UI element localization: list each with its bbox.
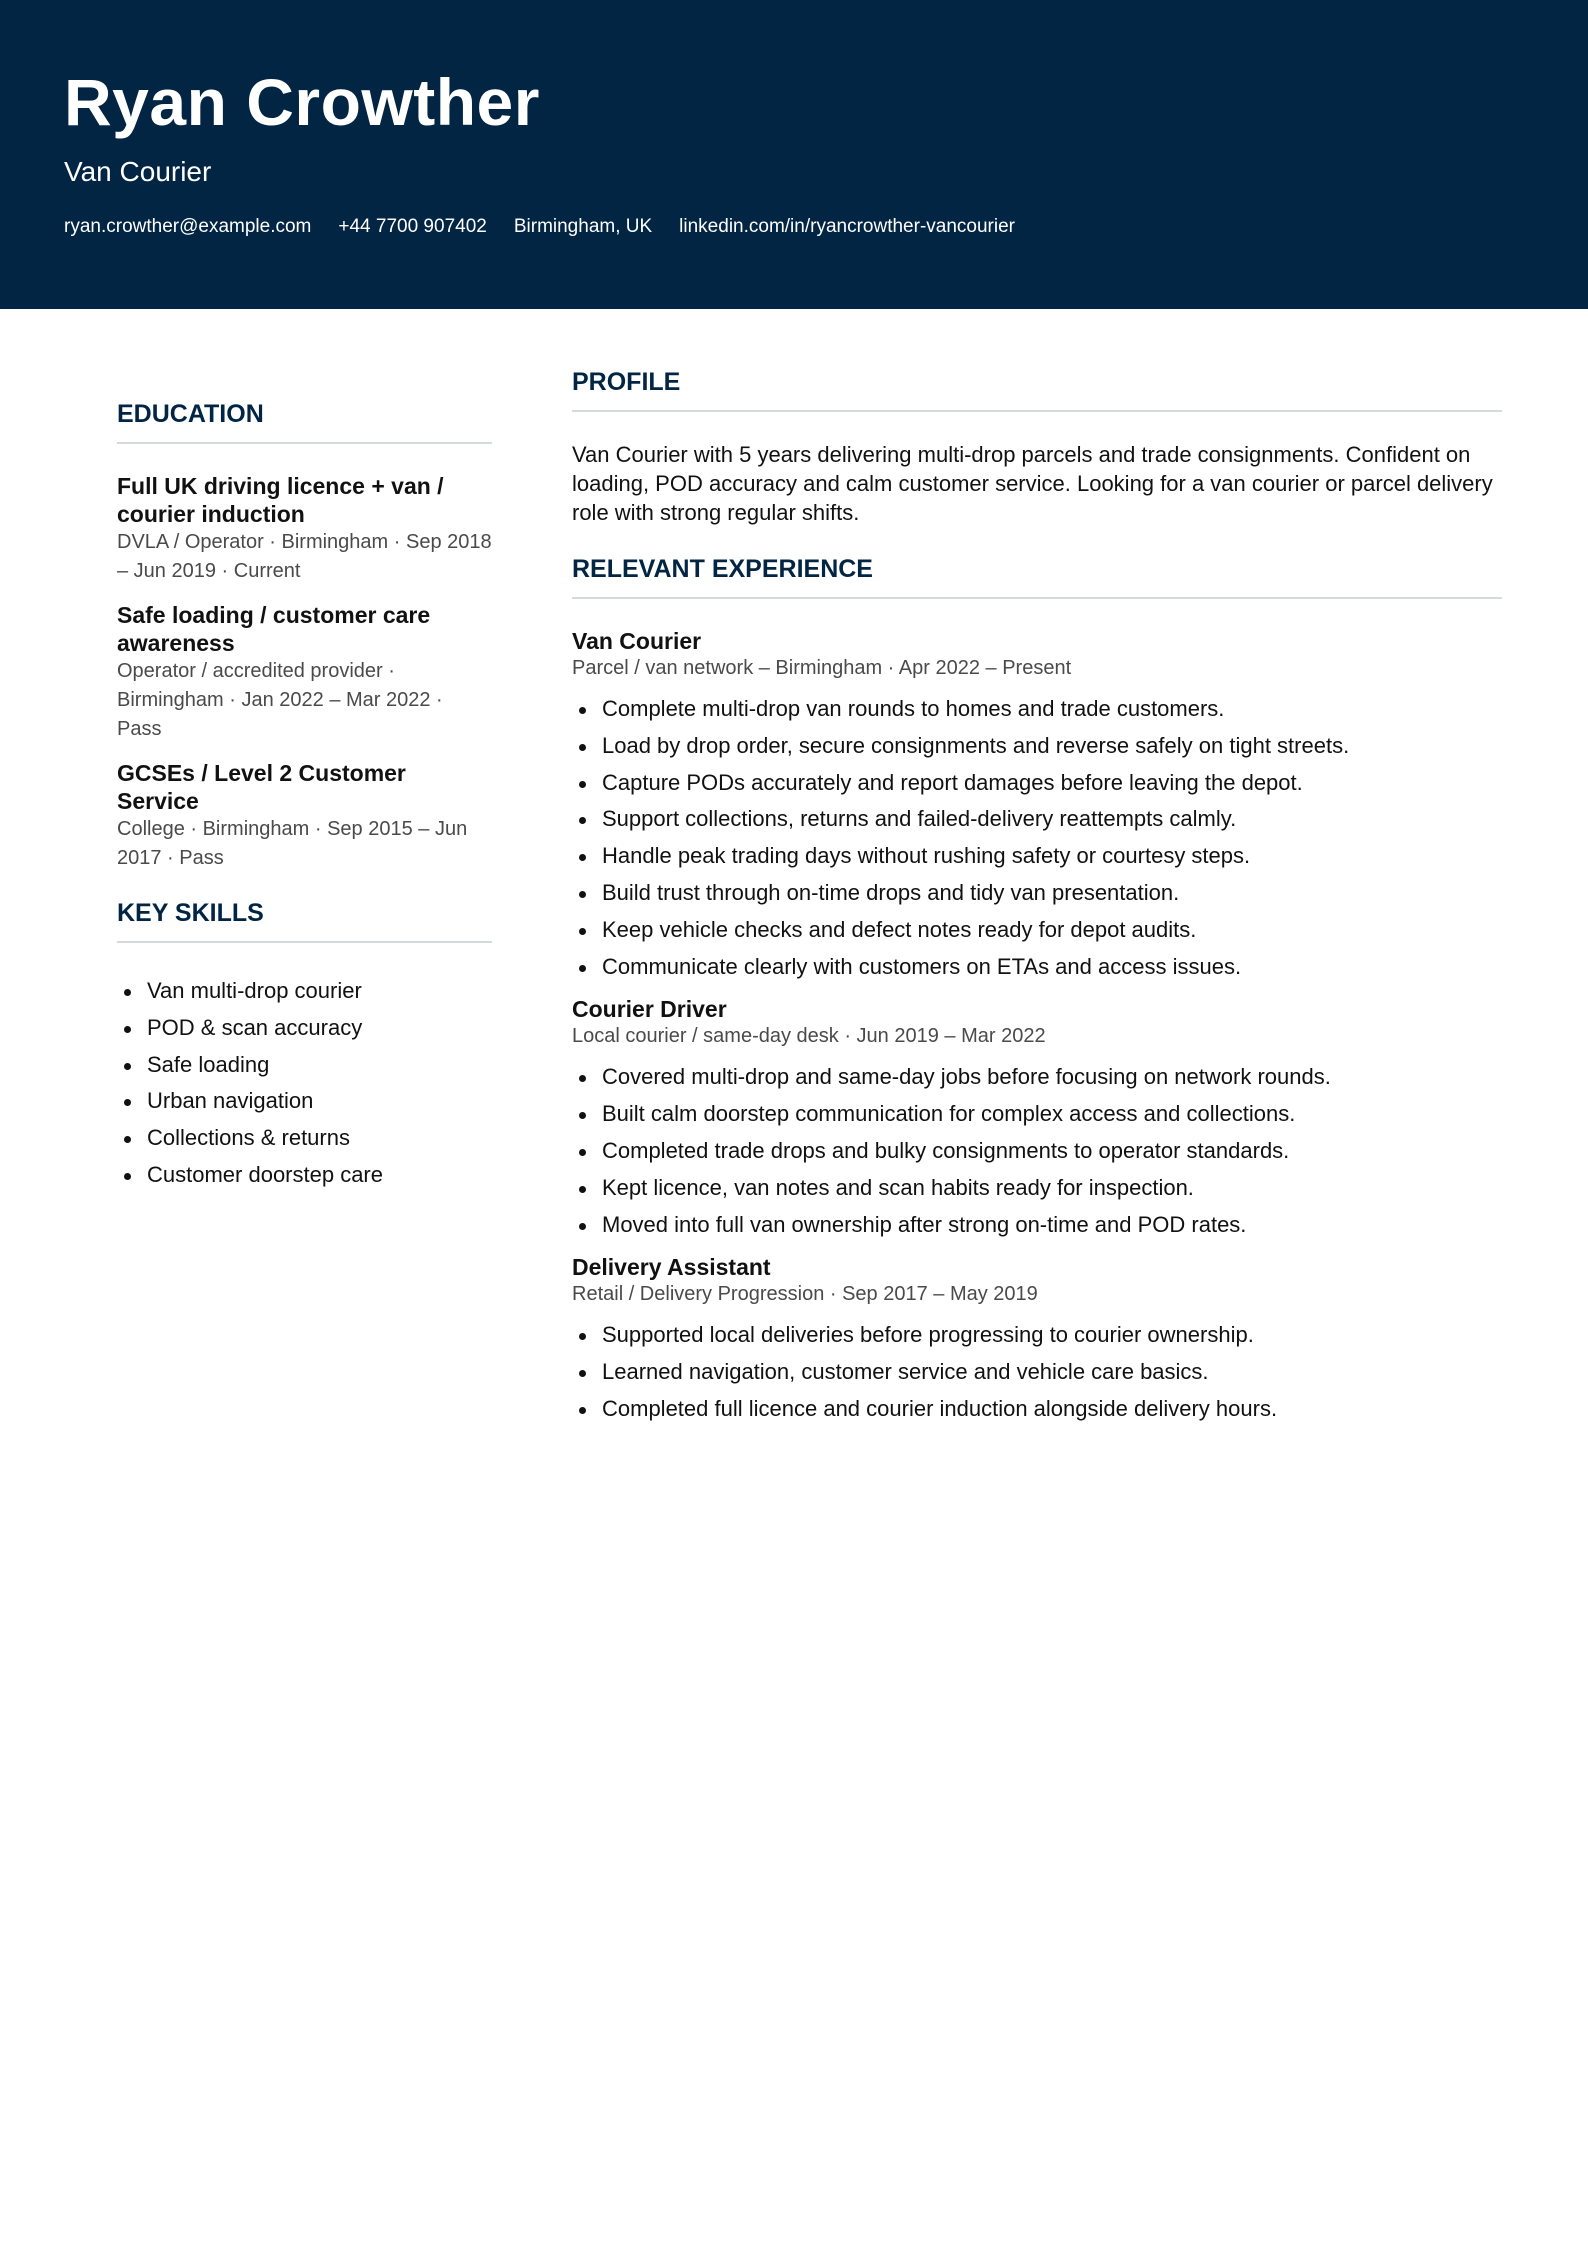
job-title: Courier Driver <box>572 996 727 1023</box>
job-title: Van Courier <box>572 628 702 654</box>
right-column <box>572 366 1502 1438</box>
skill-item: Customer doorstep care <box>117 1157 492 1194</box>
skills-list <box>117 973 492 1194</box>
job-meta: Retail / Delivery Progression · Sep 2017 – May 2019 <box>572 1283 1038 1306</box>
job-entry <box>572 995 1502 1243</box>
job-bullet: Completed full licence and courier induction alongside delivery hours. <box>572 1391 1502 1428</box>
skill-item: Van multi-drop courier <box>117 973 492 1010</box>
education-item <box>117 601 492 744</box>
job-meta: Local courier / same-day desk · Jun 2019 – Mar 2022 <box>572 1025 1046 1048</box>
experience-heading: RELEVANT EXPERIENCE <box>572 553 1502 599</box>
job-bullet: Learned navigation, customer service and vehicle care basics. <box>572 1354 1502 1391</box>
education-title: Safe loading / customer care awareness <box>117 602 431 656</box>
job-bullet: Load by drop order, secure consignments and reverse safely on tight streets. <box>572 728 1502 765</box>
skills-heading: KEY SKILLS <box>117 897 492 943</box>
left-column <box>117 398 492 1194</box>
job-bullet: Handle peak trading days without rushing safety or courtesy steps. <box>572 838 1502 875</box>
education-meta: Operator / accredited provider · Birmingham · Jan 2022 – Mar 2022 · Pass <box>117 660 443 740</box>
contact-email: ryan.crowther@example.com <box>64 216 312 237</box>
job-bullets <box>572 1059 1502 1243</box>
job-meta: Parcel / van network – Birmingham · Apr 2022 – Present <box>572 657 1072 679</box>
education-item <box>117 472 492 586</box>
candidate-title: Van Courier <box>64 156 212 187</box>
job-entry <box>572 627 1502 985</box>
skill-item: POD & scan accuracy <box>117 1010 492 1047</box>
education-meta: College · Birmingham · Sep 2015 – Jun 2017 · Pass <box>117 818 468 869</box>
job-bullet: Completed trade drops and bulky consignments to operator standards. <box>572 1133 1502 1170</box>
experience-section <box>572 553 1502 1428</box>
profile-section <box>572 366 1502 527</box>
job-bullet: Build trust through on-time drops and tidy van presentation. <box>572 875 1502 912</box>
job-bullet: Complete multi-drop van rounds to homes and trade customers. <box>572 691 1502 728</box>
job-bullet: Capture PODs accurately and report damages before leaving the depot. <box>572 765 1502 802</box>
contact-phone: +44 7700 907402 <box>338 216 487 237</box>
contact-linkedin: linkedin.com/in/ryancrowther-vancourier <box>679 216 1015 237</box>
candidate-name: Ryan Crowther <box>64 65 540 139</box>
job-bullets <box>572 1317 1502 1427</box>
contact-line <box>64 215 1015 239</box>
job-bullet: Support collections, returns and failed-delivery reattempts calmly. <box>572 801 1502 838</box>
job-bullet: Communicate clearly with customers on ETAs and access issues. <box>572 949 1502 986</box>
education-heading: EDUCATION <box>117 398 492 444</box>
skill-item: Urban navigation <box>117 1083 492 1120</box>
education-meta: DVLA / Operator · Birmingham · Sep 2018 – Jun 2019 · Current <box>117 531 492 582</box>
education-title: GCSEs / Level 2 Customer Service <box>117 760 406 814</box>
education-section <box>117 398 492 873</box>
job-bullet: Covered multi-drop and same-day jobs before focusing on network rounds. <box>572 1059 1502 1096</box>
education-title: Full UK driving licence + van / courier induction <box>117 473 444 527</box>
job-title: Delivery Assistant <box>572 1254 771 1281</box>
job-bullet: Moved into full van ownership after strong on-time and POD rates. <box>572 1207 1502 1244</box>
job-bullets <box>572 691 1502 985</box>
skill-item: Collections & returns <box>117 1120 492 1157</box>
profile-heading: PROFILE <box>572 366 1502 412</box>
contact-location: Birmingham, UK <box>513 216 653 237</box>
profile-text: Van Courier with 5 years delivering multi-drop parcels and trade consignments. Confident on loading, POD accuracy and calm customer service. Looking for a van courier or parcel delivery role with strong regular shifts. <box>572 442 1493 525</box>
job-bullet: Built calm doorstep communication for complex access and collections. <box>572 1096 1502 1133</box>
job-bullet: Supported local deliveries before progressing to courier ownership. <box>572 1317 1502 1354</box>
job-bullet: Keep vehicle checks and defect notes ready for depot audits. <box>572 912 1502 949</box>
education-list <box>117 472 492 873</box>
job-entry <box>572 1253 1502 1427</box>
education-item <box>117 759 492 873</box>
resume-header <box>0 0 1588 309</box>
skill-item: Safe loading <box>117 1047 492 1084</box>
job-bullet: Kept licence, van notes and scan habits ready for inspection. <box>572 1170 1502 1207</box>
skills-section <box>117 897 492 1194</box>
